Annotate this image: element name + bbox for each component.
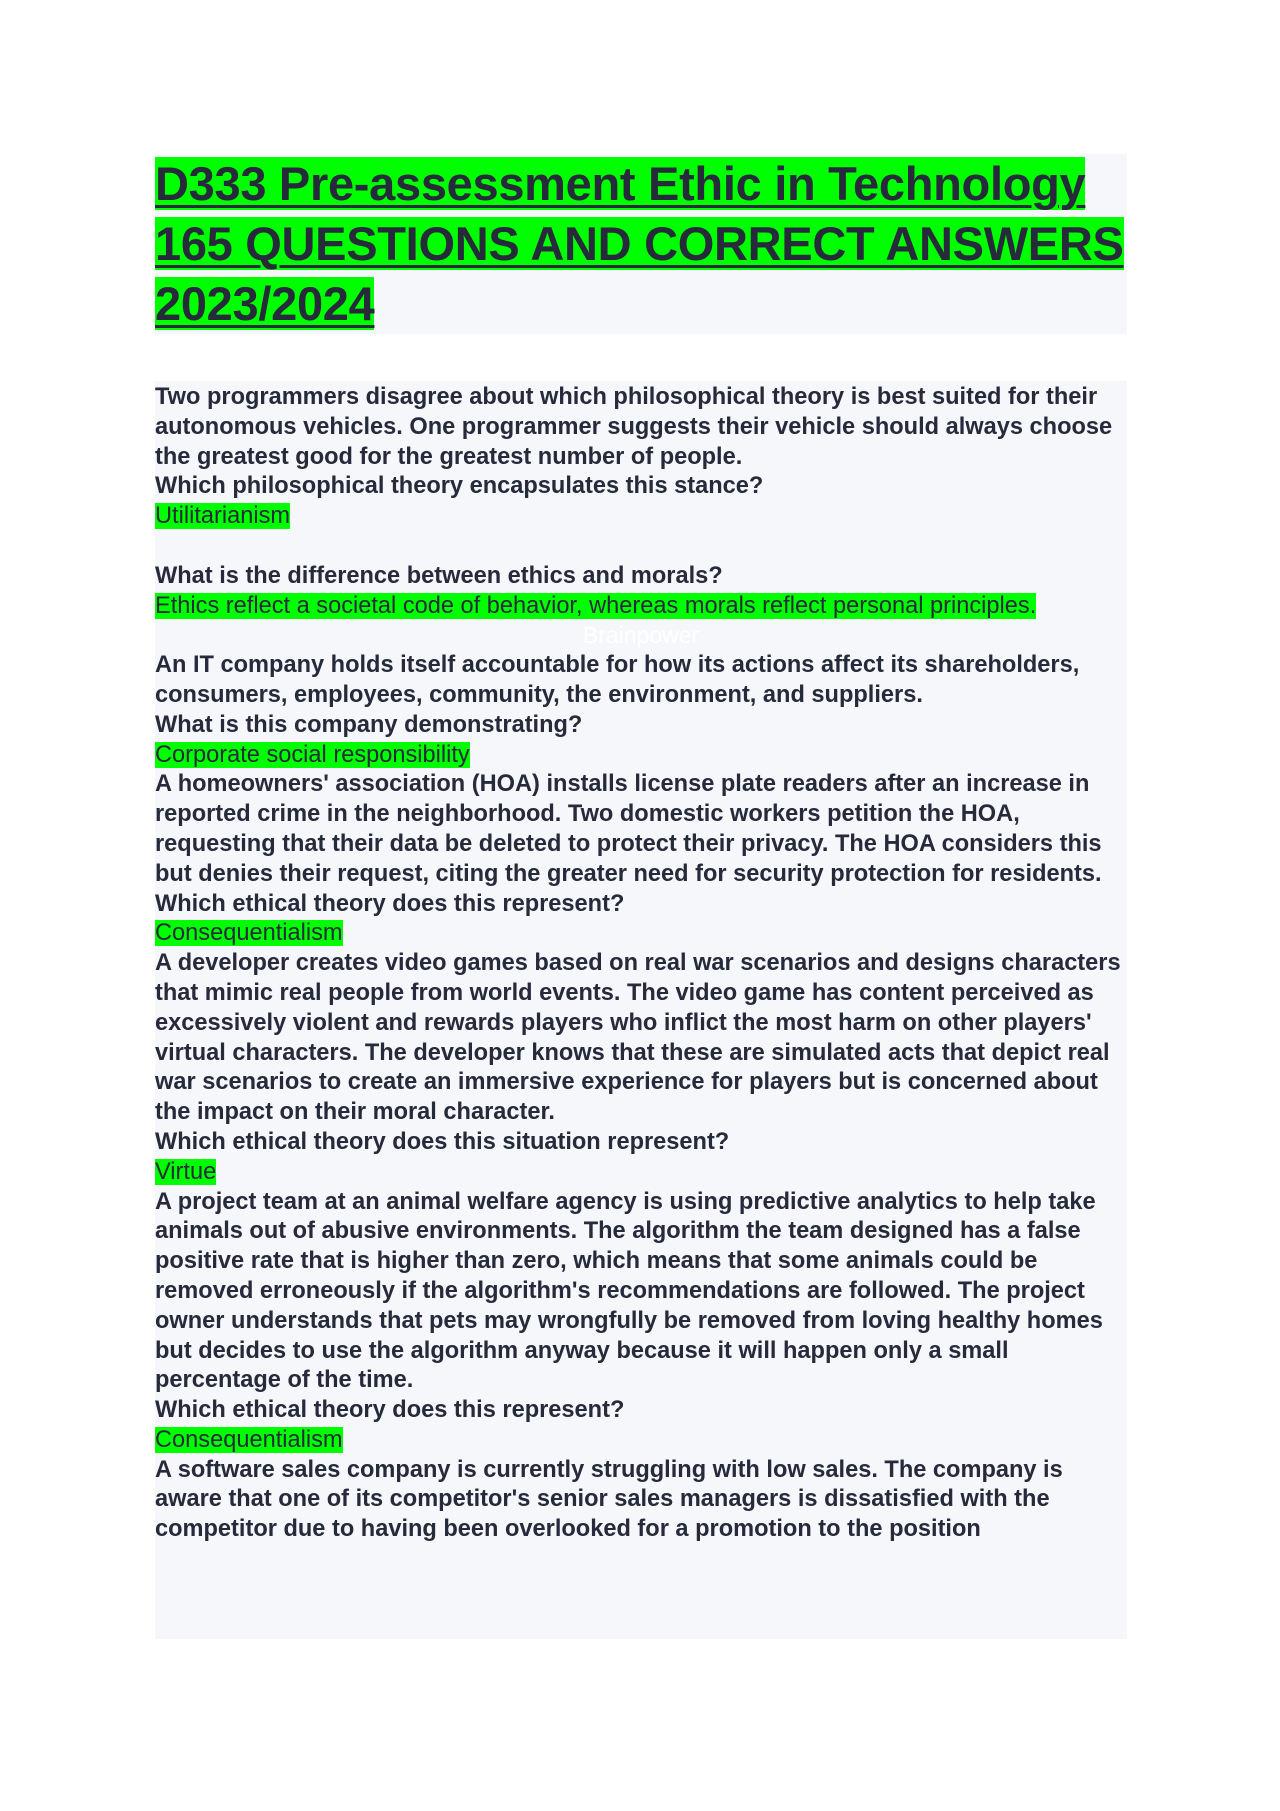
title-block xyxy=(155,154,1127,334)
question-prompt: Which philosophical theory encapsulates this stance? xyxy=(155,473,764,500)
question-text: A software sales company is currently struggling with low sales. The company is aware that one of its competitor's senior sales managers is dissatisfied with the competitor due to having been overlooked for a promotion to the position xyxy=(155,1456,1063,1543)
answer: Corporate social responsibility xyxy=(155,741,470,768)
question-text: A homeowners' association (HOA) installs license plate readers after an increase in reported crime in the neighborhood. Two domestic workers petition the HOA, requesting that their data be deleted to protect their privacy. The HOA considers this but denies their request, citing the greater need for security protection for residents. xyxy=(155,771,1102,887)
document-title: D333 Pre-assessment Ethic in Technology 165 QUESTIONS AND CORRECT ANSWERS 2023/2024 xyxy=(155,157,1124,330)
question-text: A developer creates video games based on real war scenarios and designs characters that mimic real people from world events. The video game has content perceived as excessively violent and rewards players who inflict the most harm on other players' virtual characters. The developer knows that these are simulated acts that depict real war scenarios to create an immersive experience for players but is concerned about the impact on their moral character. xyxy=(155,950,1121,1126)
answer: Consequentialism xyxy=(155,1426,343,1453)
answer: Ethics reflect a societal code of behavior, whereas morals reflect personal principles. xyxy=(155,592,1037,619)
question-prompt: Which ethical theory does this represent? xyxy=(155,1397,625,1424)
question-prompt: Which ethical theory does this represent? xyxy=(155,890,625,917)
answer: Consequentialism xyxy=(155,920,343,947)
document-body xyxy=(155,381,1127,1639)
question-prompt: Which ethical theory does this situation represent? xyxy=(155,1128,730,1155)
question-text: A project team at an animal welfare agency is using predictive analytics to help take animals out of abusive environments. The algorithm the team designed has a false positive rate that is higher than zero, which means that some animals could be removed erroneously if the algorithm's recommendations are followed. The project owner understands that pets may wrongfully be removed from loving healthy homes but decides to use the algorithm anyway because it will happen only a small percentage of the time. xyxy=(155,1188,1103,1394)
watermark: Brainpower xyxy=(582,622,700,649)
question-prompt: What is this company demonstrating? xyxy=(155,711,583,738)
question-text: What is the difference between ethics and morals? xyxy=(155,562,723,589)
question-text: An IT company holds itself accountable for how its actions affect its shareholders, consumers, employees, community, the environment, and suppliers. xyxy=(155,652,1080,708)
question-text: Two programmers disagree about which philosophical theory is best suited for their autonomous vehicles. One programmer suggests their vehicle should always choose the greatest good for the greatest number of people. xyxy=(155,384,1113,470)
answer: Utilitarianism xyxy=(155,503,291,530)
answer: Virtue xyxy=(155,1158,217,1185)
